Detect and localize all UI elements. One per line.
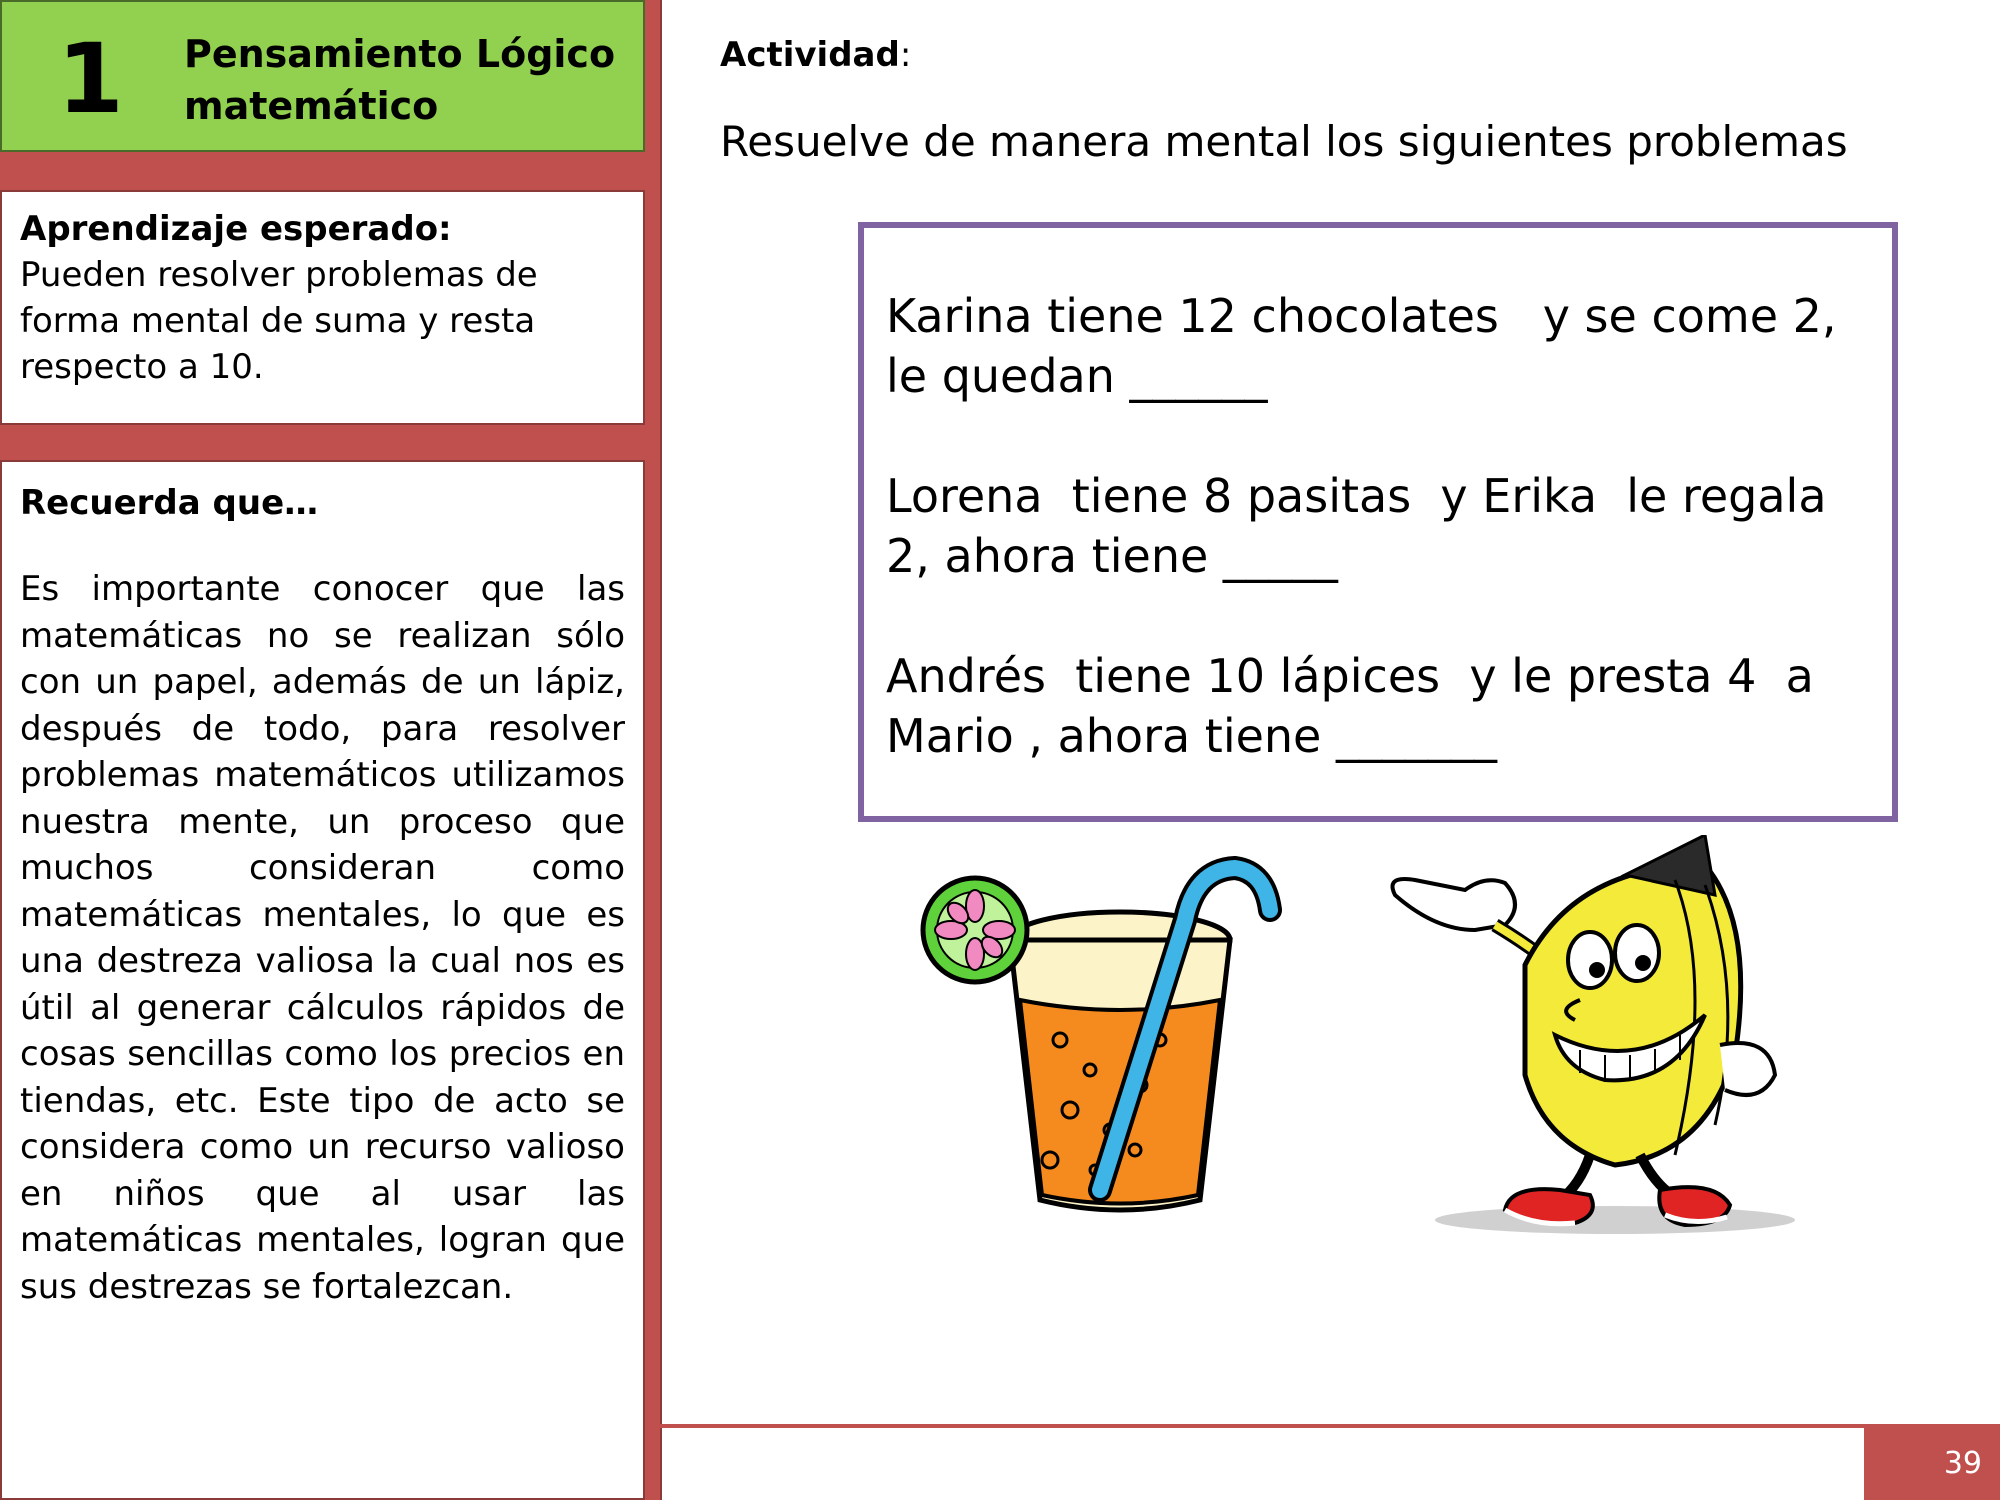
problem-1-line-2: le quedan ______	[886, 349, 1268, 403]
panel-divider	[660, 0, 662, 1428]
learning-line-3: respecto a 10.	[20, 347, 264, 387]
problem-3	[886, 646, 1868, 766]
problem-2-line-1: Lorena tiene 8 pasitas y Erika le regala	[886, 469, 1827, 523]
pencil-character-illustration	[1375, 835, 1825, 1235]
unit-title-line-2: matemático	[184, 84, 439, 128]
problems-box	[858, 222, 1898, 822]
activity-label	[720, 32, 911, 78]
footer-area	[660, 1428, 2000, 1500]
learning-objective-box	[0, 190, 645, 425]
learning-heading: Aprendizaje esperado:	[20, 209, 452, 249]
unit-number: 1	[57, 23, 124, 135]
problem-1-line-1: Karina tiene 12 chocolates y se come 2,	[886, 289, 1837, 343]
activity-instruction: Resuelve de manera mental los siguientes problemas	[720, 117, 1848, 166]
problem-3-line-2: Mario , ahora tiene _______	[886, 709, 1497, 763]
juice-glass-illustration	[920, 840, 1320, 1220]
problem-2	[886, 466, 1868, 586]
problem-1	[886, 286, 1868, 406]
remember-heading: Recuerda que…	[20, 483, 319, 523]
problem-3-line-1: Andrés tiene 10 lápices y le presta 4 a	[886, 649, 1814, 703]
unit-title-line-1: Pensamiento Lógico	[184, 32, 616, 76]
remember-box	[0, 460, 645, 1500]
problem-2-line-2: 2, ahora tiene _____	[886, 529, 1338, 583]
page-number-box	[1864, 1428, 2000, 1500]
learning-line-1: Pueden resolver problemas de	[20, 255, 538, 295]
unit-header	[0, 0, 645, 152]
remember-text: Es importante conocer que las matemáticas no se realizan sólo con un papel, además de un lápiz, después de todo, para resolver problemas matemáticos utilizamos nuestra mente, un proceso que muchos consideran como matemáticas mentales, lo que es una destreza valiosa la cual nos es útil al generar cálculos rápidos de cosas sencillas como los precios en tiendas, etc. Este tipo de acto se considera como un recurso valioso en niños que al usar las matemáticas mentales, logran que sus destrezas se fortalezcan.	[20, 569, 625, 1307]
page-number: 39	[1943, 1446, 1982, 1481]
activity-label-colon: :	[899, 35, 912, 75]
unit-title	[184, 28, 624, 132]
activity-label-text: Actividad	[720, 35, 900, 75]
learning-line-2: forma mental de suma y resta	[20, 301, 536, 341]
